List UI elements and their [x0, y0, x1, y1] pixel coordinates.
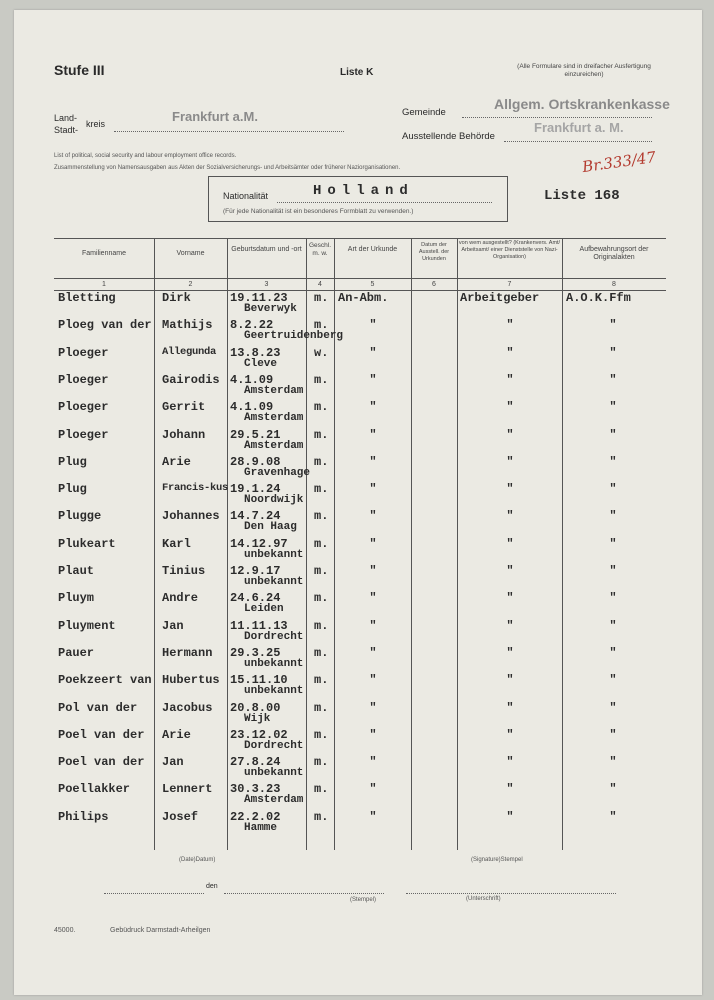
surname-cell: Plugge	[58, 509, 102, 524]
surname-cell: Poel van der	[58, 755, 145, 770]
surname-cell: Ploeger	[58, 372, 109, 387]
document-type-cell: "	[369, 809, 377, 824]
document-type-cell: "	[369, 536, 377, 551]
birth-date-cell: 4.1.09	[230, 400, 274, 415]
column-divider	[154, 238, 155, 850]
birth-date-cell: 15.11.10	[230, 673, 288, 688]
surname-cell: Pluyment	[58, 618, 116, 633]
birth-date-cell: 24.6.24	[230, 591, 281, 606]
archive-location-cell: "	[609, 372, 617, 387]
sex-cell: m.	[314, 400, 329, 415]
given-name-cell: Allegunda	[162, 345, 217, 358]
description-de: Zusammenstellung von Namensausgaben aus Akten der Sozialversicherungs- und Arbeitsämter oder früherer Naziorganisationen.	[54, 165, 401, 171]
issuer-cell: "	[506, 618, 514, 633]
document-type-cell: "	[369, 454, 377, 469]
gemeinde-line	[462, 117, 652, 118]
surname-cell: Ploeger	[58, 427, 109, 442]
given-name-cell: Andre	[162, 591, 199, 606]
given-name-cell: Jacobus	[162, 700, 213, 715]
birth-date-cell: 12.9.17	[230, 564, 281, 578]
instruction-note: (Alle Formulare sind in dreifacher Ausfertigung einzureichen)	[517, 63, 651, 78]
col-header-art-der-urkunde: Art der Urkunde	[347, 246, 398, 253]
birth-place-cell: Leiden	[244, 603, 284, 616]
col-number-5: 5	[370, 281, 375, 288]
issuer-cell: Arbeitgeber	[460, 291, 540, 305]
column-divider	[562, 238, 563, 850]
birth-place-cell: Cleve	[244, 357, 278, 370]
unterschrift-label: (Unterschrift)	[466, 896, 501, 902]
issuer-cell: "	[506, 318, 514, 333]
col-number-6: 6	[432, 281, 436, 288]
surname-cell: Poekzeert van	[58, 673, 152, 688]
sex-cell: m.	[314, 809, 329, 824]
surname-cell: Poellakker	[58, 782, 131, 797]
sex-cell: m.	[314, 645, 329, 660]
col-number-4: 4	[318, 281, 322, 288]
archive-location-cell: A.O.K.Ffm	[566, 291, 631, 305]
issuer-cell: "	[506, 645, 514, 660]
archive-location-cell: "	[609, 782, 617, 797]
nationality-box	[208, 176, 508, 222]
given-name-cell: Jan	[162, 618, 184, 633]
archive-location-cell: "	[609, 509, 617, 524]
sex-cell: m.	[314, 509, 329, 524]
archive-location-cell: "	[609, 536, 617, 551]
document-type-cell: "	[369, 782, 377, 797]
issuer-cell: "	[506, 700, 514, 715]
document-type-cell: "	[369, 727, 377, 742]
issuer-cell: "	[506, 809, 514, 824]
document-type-cell: "	[369, 509, 377, 524]
sex-cell: m.	[314, 673, 329, 688]
printer-name: Gebüdruck Darmstadt-Arheilgen	[110, 927, 211, 934]
given-name-cell: Francis-kus	[162, 482, 229, 495]
birth-place-cell: unbekannt	[244, 548, 304, 561]
birth-date-cell: 27.8.24	[230, 755, 281, 770]
document-type-cell: "	[369, 318, 377, 333]
sex-cell: m.	[314, 618, 329, 633]
sex-cell: m.	[314, 482, 329, 497]
issuer-cell: "	[506, 345, 514, 360]
given-name-cell: Arie	[162, 454, 191, 469]
document-sheet	[14, 10, 702, 995]
description-en: List of political, social security and labour employment office records.	[54, 153, 237, 159]
col-header-vorname: Vorname	[176, 250, 205, 257]
date-label: (Date)Datum)	[179, 857, 216, 863]
land-label: Land-	[54, 113, 78, 123]
archive-location-cell: "	[609, 482, 617, 497]
birth-date-cell: 8.2.22	[230, 318, 274, 333]
birth-date-cell: 13.8.23	[230, 345, 281, 360]
sex-cell: m.	[314, 700, 329, 715]
birth-place-cell: unbekannt	[244, 657, 304, 670]
col-number-1: 1	[102, 281, 106, 288]
kreis-label: kreis	[86, 119, 106, 129]
issuer-cell: "	[506, 454, 514, 469]
stufe-label: Stufe III	[54, 62, 105, 78]
document-type-cell: "	[369, 755, 377, 770]
column-divider	[411, 238, 412, 850]
issuer-cell: "	[506, 673, 514, 688]
birth-place-cell: Hamme	[244, 821, 278, 834]
issuer-cell: "	[506, 727, 514, 742]
stadt-stamp: Frankfurt a.M.	[172, 109, 258, 124]
given-name-cell: Hermann	[162, 645, 213, 660]
surname-cell: Plaut	[58, 564, 95, 578]
date-line	[224, 893, 384, 894]
given-name-cell: Karl	[162, 536, 191, 551]
archive-location-cell: "	[609, 727, 617, 742]
header-divider	[54, 278, 666, 279]
given-name-cell: Jan	[162, 755, 184, 770]
surname-cell: Plug	[58, 482, 87, 497]
column-divider	[227, 238, 228, 850]
birth-place-cell: unbekannt	[244, 576, 304, 588]
issuer-cell: "	[506, 591, 514, 606]
given-name-cell: Gairodis	[162, 372, 220, 387]
birth-place-cell: Geertruidenberg	[244, 330, 344, 343]
surname-cell: Plukeart	[58, 536, 116, 551]
archive-location-cell: "	[609, 645, 617, 660]
sex-cell: m.	[314, 291, 329, 305]
birth-date-cell: 29.5.21	[230, 427, 281, 442]
stadt-label: Stadt-	[54, 125, 79, 135]
sex-cell: m.	[314, 372, 329, 387]
sex-cell: m.	[314, 591, 329, 606]
archive-location-cell: "	[609, 345, 617, 360]
surname-cell: Plug	[58, 454, 87, 469]
surname-cell: Ploeger	[58, 345, 109, 360]
document-type-cell: "	[369, 427, 377, 442]
sex-cell: m.	[314, 782, 329, 797]
col-header-familienname: Familienname	[82, 250, 126, 257]
document-type-cell: "	[369, 700, 377, 715]
col-header-geburtsdatum: Geburtsdatum und -ort	[231, 246, 302, 253]
birth-place-cell: Dordrecht	[244, 739, 304, 752]
surname-cell: Pol van der	[58, 700, 138, 715]
given-name-cell: Hubertus	[162, 673, 220, 688]
nationality-note: (Für jede Nationalität ist ein besonderes Formblatt zu verwenden.)	[223, 208, 414, 215]
liste-k-label: Liste K	[340, 67, 374, 78]
sex-cell: m.	[314, 727, 329, 742]
birth-date-cell: 14.7.24	[230, 509, 281, 524]
stempel-label: (Stempel)	[350, 897, 377, 903]
col-header-aussteller: von wem ausgestellt? (Krankenvers. Amt/ Arbeitsamt/ einer Dienststelle von Nazi-Organisation)	[458, 240, 561, 260]
birth-date-cell: 20.8.00	[230, 700, 281, 715]
document-type-cell: "	[369, 618, 377, 633]
gemeinde-label: Gemeinde	[402, 107, 446, 118]
liste-number: Liste 168	[544, 188, 620, 204]
handwritten-reference: Br.333/47	[581, 147, 657, 177]
birth-place-cell: Gravenhage	[244, 466, 311, 479]
document-type-cell: An-Abm.	[338, 291, 389, 305]
document-type-cell: "	[369, 372, 377, 387]
birth-date-cell: 23.12.02	[230, 727, 288, 742]
birth-date-cell: 30.3.23	[230, 782, 281, 797]
given-name-cell: Lennert	[162, 782, 213, 797]
surname-cell: Ploeger	[58, 400, 109, 415]
sex-cell: m.	[314, 536, 329, 551]
column-divider	[457, 238, 458, 850]
surname-cell: Ploeg van der	[58, 318, 152, 333]
issuer-cell: "	[506, 427, 514, 442]
archive-location-cell: "	[609, 618, 617, 633]
signature-label: (Signature)Stempel	[471, 857, 523, 863]
birth-place-cell: unbekannt	[244, 685, 304, 698]
nationality-line	[277, 202, 492, 203]
issuer-cell: "	[506, 536, 514, 551]
behoerde-label: Ausstellende Behörde	[402, 131, 495, 142]
birth-place-cell: unbekannt	[244, 767, 304, 780]
sex-cell: w.	[314, 345, 329, 360]
sex-cell: m.	[314, 755, 329, 770]
given-name-cell: Gerrit	[162, 400, 206, 415]
table-top-border	[54, 238, 666, 239]
place-line	[104, 893, 204, 894]
sex-cell: m.	[314, 427, 329, 442]
nationality-label: Nationalität	[223, 191, 269, 201]
surname-cell: Philips	[58, 809, 109, 824]
stadt-line	[114, 131, 344, 132]
given-name-cell: Johannes	[162, 509, 220, 524]
birth-date-cell: 14.12.97	[230, 536, 288, 551]
given-name-cell: Josef	[162, 809, 199, 824]
col-number-2: 2	[188, 281, 193, 288]
given-name-cell: Mathijs	[162, 318, 213, 333]
birth-place-cell: Amsterdam	[244, 439, 304, 452]
birth-date-cell: 22.2.02	[230, 809, 281, 824]
archive-location-cell: "	[609, 400, 617, 415]
archive-location-cell: "	[609, 809, 617, 824]
archive-location-cell: "	[609, 673, 617, 688]
birth-date-cell: 19.1.24	[230, 482, 281, 497]
document-type-cell: "	[369, 400, 377, 415]
given-name-cell: Arie	[162, 727, 191, 742]
surname-cell: Poel van der	[58, 727, 145, 742]
given-name-cell: Tinius	[162, 564, 206, 578]
printer-code: 45000.	[54, 927, 76, 934]
birth-place-cell: Wijk	[244, 712, 271, 725]
birth-place-cell: Amsterdam	[244, 412, 304, 425]
birth-date-cell: 29.3.25	[230, 645, 281, 660]
document-type-cell: "	[369, 673, 377, 688]
issuer-cell: "	[506, 564, 514, 578]
behoerde-stamp: Frankfurt a. M.	[534, 120, 624, 135]
given-name-cell: Johann	[162, 427, 206, 442]
birth-date-cell: 11.11.13	[230, 618, 288, 633]
sex-cell: m.	[314, 318, 329, 333]
document-type-cell: "	[369, 482, 377, 497]
document-type-cell: "	[369, 645, 377, 660]
surname-cell: Bletting	[58, 291, 116, 305]
birth-place-cell: Noordwijk	[244, 494, 304, 507]
birth-place-cell: Den Haag	[244, 521, 297, 534]
issuer-cell: "	[506, 782, 514, 797]
col-number-3: 3	[264, 281, 269, 288]
nationality-value: Holland	[313, 183, 414, 199]
issuer-cell: "	[506, 400, 514, 415]
signature-line	[406, 893, 616, 894]
document-type-cell: "	[369, 591, 377, 606]
col-header-datum-ausstellung: Datum der Ausstell. der Urkunden	[418, 242, 450, 262]
surname-cell: Pluym	[58, 591, 95, 606]
birth-place-cell: Amsterdam	[244, 794, 304, 807]
col-header-aufbewahrungsort: Aufbewahrungsort der Originalakten	[579, 246, 649, 261]
den-label: den	[206, 883, 218, 890]
issuer-cell: "	[506, 755, 514, 770]
archive-location-cell: "	[609, 318, 617, 333]
archive-location-cell: "	[609, 564, 617, 578]
issuer-cell: "	[506, 509, 514, 524]
col-number-8: 8	[612, 281, 616, 288]
birth-place-cell: Beverwyk	[244, 303, 297, 315]
birth-date-cell: 4.1.09	[230, 372, 274, 387]
archive-location-cell: "	[609, 454, 617, 469]
issuer-cell: "	[506, 372, 514, 387]
document-type-cell: "	[369, 564, 377, 578]
col-header-geschlecht: Geschl. m. w.	[308, 242, 332, 257]
behoerde-line	[504, 141, 652, 142]
archive-location-cell: "	[609, 591, 617, 606]
birth-date-cell: 19.11.23	[230, 291, 288, 305]
birth-date-cell: 28.9.08	[230, 454, 281, 469]
given-name-cell: Dirk	[162, 291, 191, 305]
issuer-cell: "	[506, 482, 514, 497]
sex-cell: m.	[314, 564, 329, 578]
archive-location-cell: "	[609, 427, 617, 442]
gemeinde-stamp: Allgem. Ortskrankenkasse	[494, 96, 670, 112]
birth-place-cell: Dordrecht	[244, 630, 304, 643]
surname-cell: Pauer	[58, 645, 95, 660]
col-number-7: 7	[507, 281, 512, 288]
birth-place-cell: Amsterdam	[244, 384, 304, 397]
archive-location-cell: "	[609, 755, 617, 770]
sex-cell: m.	[314, 454, 329, 469]
document-type-cell: "	[369, 345, 377, 360]
archive-location-cell: "	[609, 700, 617, 715]
